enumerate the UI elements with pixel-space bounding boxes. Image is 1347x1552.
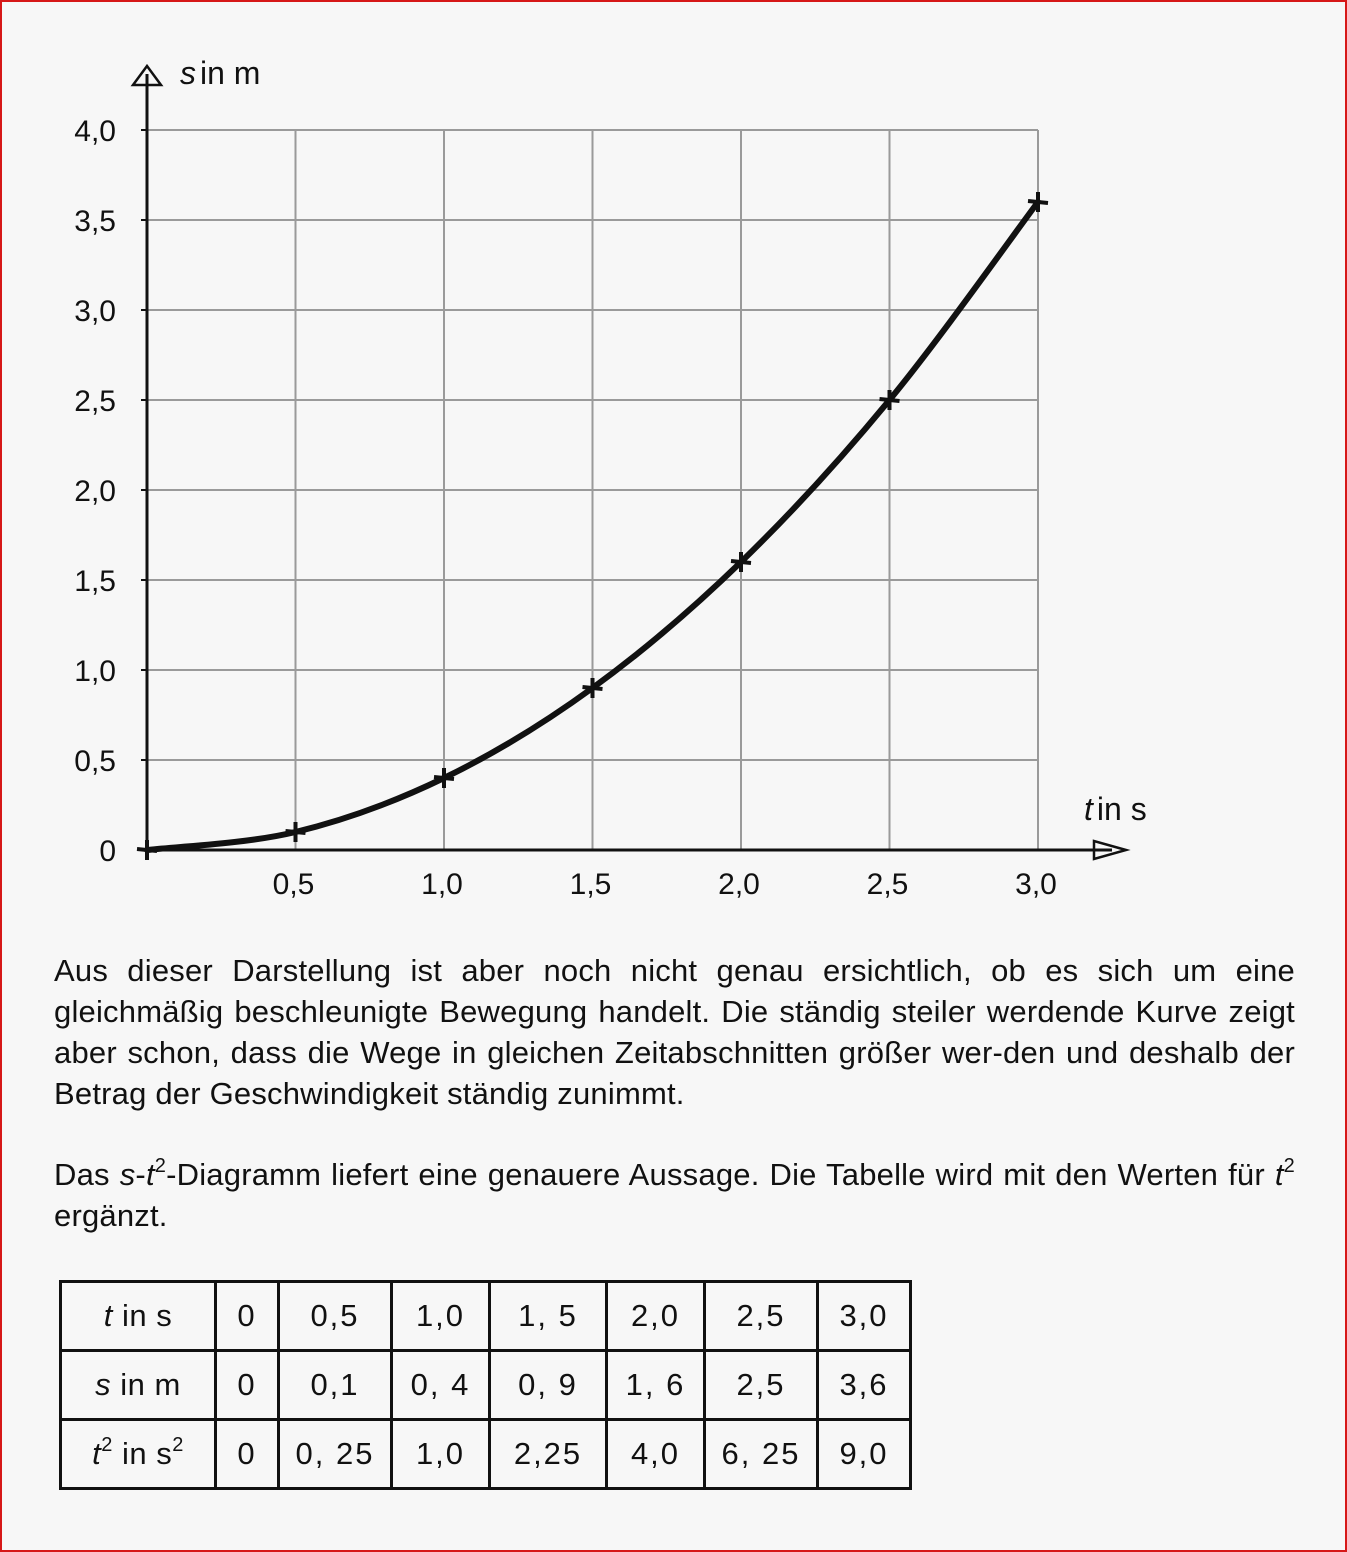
table-cell: 1, 5 xyxy=(490,1282,607,1351)
x-tick-label: 1,0 xyxy=(421,868,463,901)
table-cell: 1, 6 xyxy=(607,1351,705,1420)
table-cell: 4,0 xyxy=(607,1420,705,1489)
table-cell: 6, 25 xyxy=(705,1420,818,1489)
row-header-unit: in s xyxy=(112,1298,173,1333)
table-cell: 0,1 xyxy=(279,1351,392,1420)
table-cell: 0, 9 xyxy=(490,1351,607,1420)
table-row xyxy=(61,1351,911,1420)
data-point xyxy=(137,840,157,860)
row-header-sup: 2 xyxy=(101,1433,113,1456)
row-header-var: t xyxy=(103,1298,113,1333)
table-cell: 2,25 xyxy=(490,1420,607,1489)
chart-axes xyxy=(133,66,1126,859)
x-tick-labels xyxy=(273,868,1057,901)
table-cell: 3,6 xyxy=(818,1351,911,1420)
para2-var-t: t xyxy=(145,1157,155,1192)
row-header-unit: in m xyxy=(111,1367,181,1402)
para2-sup: 2 xyxy=(154,1154,167,1177)
table-cell: 0 xyxy=(216,1420,279,1489)
y-tick-labels xyxy=(74,115,116,868)
row-header-unit: in s xyxy=(112,1436,173,1471)
y-tick-label: 2,0 xyxy=(74,475,116,508)
x-tick-label: 1,5 xyxy=(569,868,612,901)
y-tick-label: 4,0 xyxy=(74,115,116,148)
table-cell: 0 xyxy=(216,1282,279,1351)
table-cell: 9,0 xyxy=(818,1420,911,1489)
data-point xyxy=(286,822,306,842)
y-tick-label: 2,5 xyxy=(74,385,116,418)
table-cell: 1,0 xyxy=(392,1282,490,1351)
y-tick-label: 1,0 xyxy=(74,655,116,688)
para2-var-s: s xyxy=(119,1157,136,1192)
row-header-unit-sup: 2 xyxy=(172,1433,184,1456)
table-cell: 1,0 xyxy=(392,1420,490,1489)
para2-dash: - xyxy=(135,1157,146,1192)
row-header xyxy=(61,1420,216,1489)
diagram-paragraph xyxy=(54,1154,1295,1236)
y-tick-label: 0 xyxy=(99,835,116,868)
y-tick-label: 1,5 xyxy=(74,565,116,598)
table-cell: 0 xyxy=(216,1351,279,1420)
x-tick-label: 2,5 xyxy=(866,868,909,901)
x-tick-label: 2,0 xyxy=(718,868,760,901)
row-header-var: t xyxy=(92,1436,102,1471)
y-tick-label: 3,0 xyxy=(74,295,116,328)
data-point xyxy=(434,768,454,788)
table-row xyxy=(61,1420,911,1489)
table-cell: 0, 4 xyxy=(392,1351,490,1420)
table-cell: 2,5 xyxy=(705,1351,818,1420)
x-tick-label: 3,0 xyxy=(1015,868,1057,901)
values-table xyxy=(59,1280,912,1490)
para2-sup-b: 2 xyxy=(1283,1154,1295,1177)
para2-var-t2: t xyxy=(1274,1157,1284,1192)
table-cell: 0, 25 xyxy=(279,1420,392,1489)
table-cell: 3,0 xyxy=(818,1282,911,1351)
explanation-paragraph: Aus dieser Darstellung ist aber noch nicht genau ersichtlich, ob es sich um eine gleichmäßig beschleunigte Bewegung handelt. Die ständig steiler werdende Kurve zeigt aber schon, dass die Wege in gleichen Zeitabschnitten größer wer-den und deshalb der Betrag der Geschwindigkeit ständig zunimmt. xyxy=(54,953,1295,1111)
table-cell: 2,0 xyxy=(607,1282,705,1351)
table-cell: 2,5 xyxy=(705,1282,818,1351)
y-tick-label: 3,5 xyxy=(74,205,116,238)
row-header-var: s xyxy=(95,1367,112,1402)
para2-rest2: ergänzt. xyxy=(54,1198,168,1233)
y-axis-label: s in m xyxy=(180,55,261,91)
row-header xyxy=(61,1351,216,1420)
s-t-chart xyxy=(2,2,1202,922)
axis-labels xyxy=(180,55,1147,827)
row-header xyxy=(61,1282,216,1351)
y-tick-label: 0,5 xyxy=(74,745,116,778)
x-axis-label: t in s xyxy=(1084,791,1147,827)
chart-grid xyxy=(147,130,1038,850)
para2-das: Das xyxy=(54,1157,120,1192)
para2-rest1: -Diagramm liefert eine genauere Aussage. Die Tabelle wird mit den Werten für xyxy=(166,1157,1275,1192)
table-row xyxy=(61,1282,911,1351)
x-tick-label: 0,5 xyxy=(272,868,315,901)
table-cell: 0,5 xyxy=(279,1282,392,1351)
